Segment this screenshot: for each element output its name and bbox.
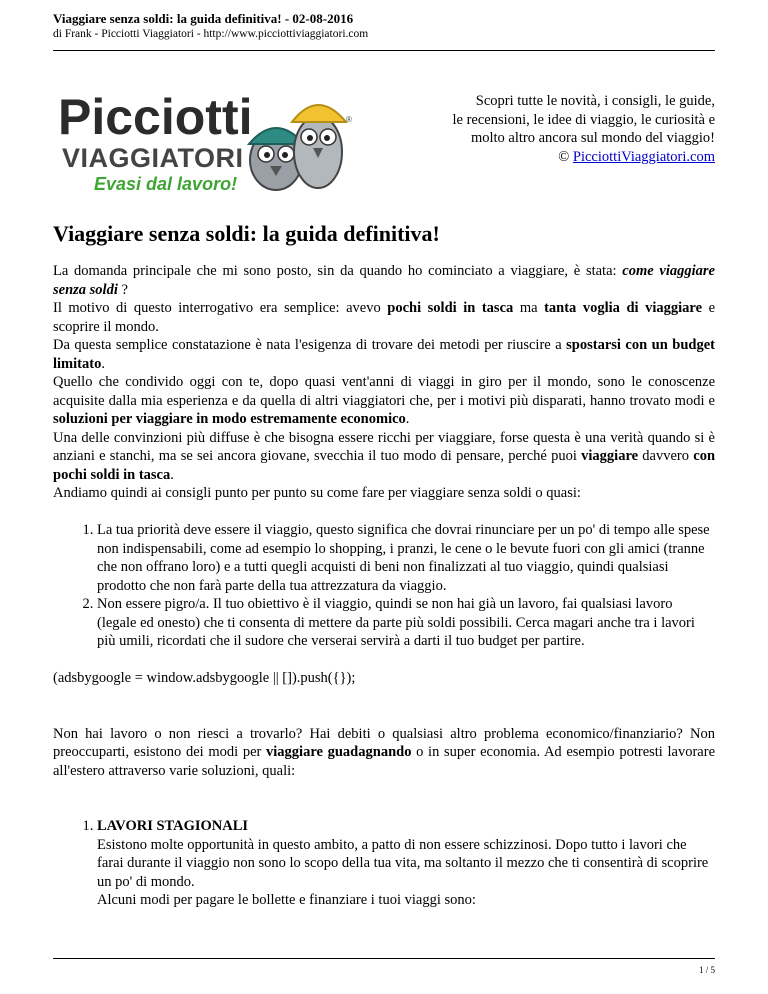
paragraph-5: Una delle convinzioni più diffuse è che bisogna essere ricchi per viaggiare, forse questa è una verità quando si è anziani e stanchi, ma se sei ancora giovane, svecchia il tuo modo di pensare, perché puoi viaggiare davvero con pochi soldi in tasca.: [53, 429, 716, 483]
header-title: Viaggiare senza soldi: la guida definitiva! - 02-08-2016: [53, 11, 354, 26]
list-item: 1. LAVORI STAGIONALI Esistono molte opportunità in questo ambito, a patto di non essere schizzinosi. Dopo tutto i lavori che farai durante il viaggio non sono lo scopo della tua vita, ma soltanto il mezzo che ti consentirà di scoprire un po' di mondo. Alcuni modi per pagare le bollette e finanziare i tuoi viaggi sono:: [97, 817, 715, 910]
work-list: [53, 817, 715, 910]
pigeon-mascot-right-icon: [292, 105, 346, 188]
paragraph-6: Andiamo quindi ai consigli punto per punto su come fare per viaggiare senza soldi o quasi:: [53, 485, 581, 501]
paragraph-4: Quello che condivido oggi con te, dopo quasi vent'anni di viaggi in giro per il mondo, sono le conoscenze acquisite dalla mia esperienza e da quella di altri viaggiatori che, per i motivi più disparati, hanno trovato modi e soluzioni per viaggiare in modo estremamente economico.: [53, 374, 715, 427]
registered-mark: ®: [346, 115, 352, 124]
list-item-title: LAVORI STAGIONALI: [97, 818, 249, 834]
header-divider: [53, 50, 715, 51]
site-link[interactable]: PicciottiViaggiatori.com: [572, 148, 715, 165]
site-logo: [56, 82, 356, 197]
promo-line-4: [400, 148, 715, 167]
page-header: [53, 11, 715, 42]
promo-line-2: le recensioni, le idee di viaggio, le curiosità e: [452, 111, 715, 128]
promo-line-3: molto altro ancora sul mondo del viaggio!: [470, 130, 715, 146]
promo-box: [400, 92, 715, 166]
article-title: Viaggiare senza soldi: la guida definitiva!: [53, 221, 440, 246]
logo-word-viaggiatori: VIAGGIATORI: [62, 143, 244, 173]
tips-list: [53, 521, 715, 651]
footer-divider: [53, 958, 715, 959]
paragraph-1: La domanda principale che mi sono posto, sin da quando ho cominciato a viaggiare, è stata: come viaggiare senza soldi ?: [53, 263, 715, 298]
list-item: 1. La tua priorità deve essere il viaggio, questo significa che dovrai rinunciare per un po' di tempo alle spese non indispensabili, come ad esempio lo shopping, i pranzi, le cene o le bevute fuori con gli amici (tranne che non offrano loro) e a tutti quegli acquisti di beni non finalizzati al tuo viaggio, quindi qualsiasi prodotto che non farà parte della tua attrezzatura da viaggio.: [97, 521, 715, 595]
paragraph-3: Da questa semplice constatazione è nata l'esigenza di trovare dei metodi per riuscire a spostarsi con un budget limitato.: [53, 337, 715, 372]
logo-word-picciotti: Picciotti: [58, 89, 253, 145]
ads-script-text: (adsbygoogle = window.adsbygoogle || []).push({});: [53, 670, 356, 686]
copyright-symbol: ©: [558, 148, 570, 165]
logo-tagline: Evasi dal lavoro!: [94, 174, 238, 194]
page-number: 1 / 5: [698, 965, 715, 975]
paragraph-7: Non hai lavoro o non riesci a trovarlo? Hai debiti o qualsiasi altro problema economico/finanziario? Non preoccuparti, esistono dei modi per viaggiare guadagnando o in super economia. Ad esempio potresti lavorare all'estero attraverso varie soluzioni, quali:: [53, 725, 716, 779]
promo-line-1: Scopri tutte le novità, i consigli, le guide,: [475, 93, 715, 109]
header-subtitle: di Frank - Picciotti Viaggiatori - http://www.picciottiviaggiatori.com: [53, 28, 369, 40]
list-item: 2. Non essere pigro/a. Il tuo obiettivo è il viaggio, quindi se non hai già un lavoro, fai qualsiasi lavoro (legale ed onesto) che ti consenta di mettere da parte più soldi possibili. Cerca magari anche tra i lavori più umili, ricordati che il sudore che verserai servirà a darti il tuo budget per partire.: [97, 595, 715, 651]
paragraph-2: Il motivo di questo interrogativo era semplice: avevo pochi soldi in tasca ma tanta voglia di viaggiare e scoprire il mondo.: [53, 300, 716, 335]
article-body: [53, 262, 715, 910]
